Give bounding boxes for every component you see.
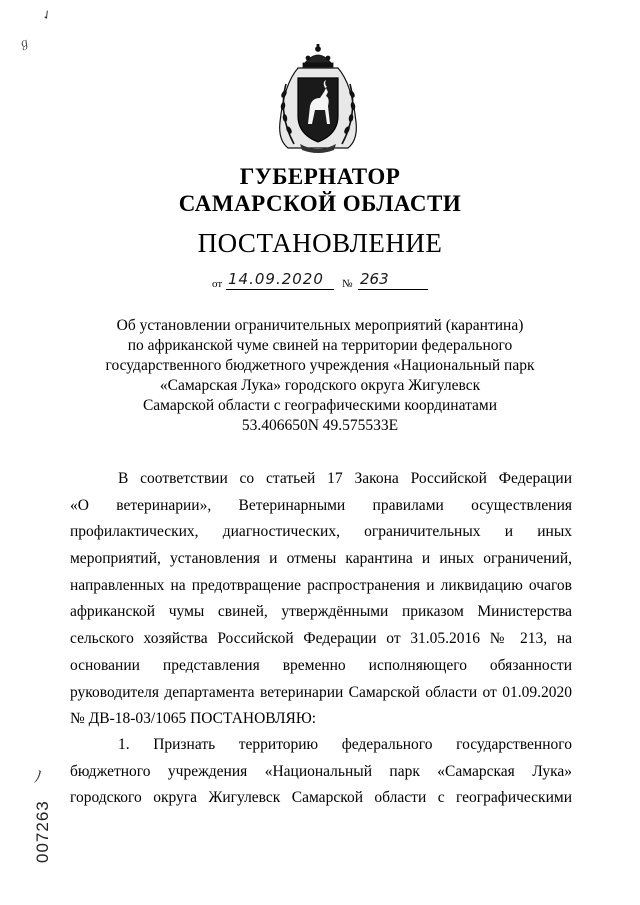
subject-line: Самарской области с географическими координатами: [142, 397, 498, 414]
text-line: городского округа Жигулевск Самарской области с географическими: [70, 789, 572, 807]
scan-mark: ℊ: [16, 34, 33, 52]
date-label: от: [212, 278, 223, 290]
text-line: мероприятий, установления и отмены карантина и иных ограничений,: [70, 550, 572, 568]
registration-code: 007263: [33, 800, 52, 863]
text-line: африканской чумы свиней, утверждёнными приказом Министерства: [70, 603, 572, 621]
clause-paragraph: [70, 732, 572, 812]
text-line: 1. Признать территорию федерального государственного: [118, 736, 572, 753]
subject-line: Об установлении ограничительных мероприятий (карантина): [116, 317, 524, 334]
number-label: №: [342, 278, 353, 290]
text-line: № ДВ-18-03/1065 ПОСТАНОВЛЯЮ:: [70, 710, 317, 728]
text-line: «О ветеринарии», Ветеринарными правилами осуществления: [70, 496, 572, 514]
registration-stamp: [30, 767, 58, 872]
subject-line: «Самарская Лука» городского округа Жигулевск: [159, 377, 481, 394]
preamble-paragraph: [70, 466, 572, 733]
scan-mark: ✓: [39, 6, 55, 24]
text-line: В соответствии со статьей 17 Закона Российской Федерации: [118, 470, 572, 487]
document-date: 14.09.2020: [228, 270, 324, 288]
text-line: руководителя департамента ветеринарии Самарской области от 01.09.2020: [70, 683, 572, 701]
number-underline: [358, 289, 428, 290]
page-title: ГУБЕРНАТОР: [239, 164, 401, 189]
document-subject: [60, 316, 580, 436]
date-underline: [226, 289, 334, 290]
document-number: 263: [360, 270, 389, 288]
text-line: бюджетного учреждения «Национальный парк «Самарская Лука»: [70, 762, 572, 780]
scan-mark: ﾉ: [34, 767, 43, 786]
text-line: направленных на предотвращение распространения и ликвидацию очагов: [70, 576, 572, 594]
samara-coat-of-arms-icon: [270, 44, 366, 156]
subject-line: 53.406650N 49.575533E: [241, 417, 399, 434]
document-type: ПОСТАНОВЛЕНИЕ: [197, 228, 443, 258]
text-line: основании представления временно исполняющего обязанности: [70, 656, 572, 674]
subject-line: государственного бюджетного учреждения «Национальный парк: [105, 357, 535, 374]
subject-line: по африканской чуме свиней на территории федерального: [127, 337, 513, 354]
text-line: профилактических, диагностических, ограничительных и иных: [70, 523, 572, 541]
page-subtitle: САМАРСКОЙ ОБЛАСТИ: [178, 191, 462, 216]
text-line: сельского хозяйства Российской Федерации от 31.05.2016 № 213, на: [70, 630, 572, 648]
document-number-line: [210, 272, 450, 294]
